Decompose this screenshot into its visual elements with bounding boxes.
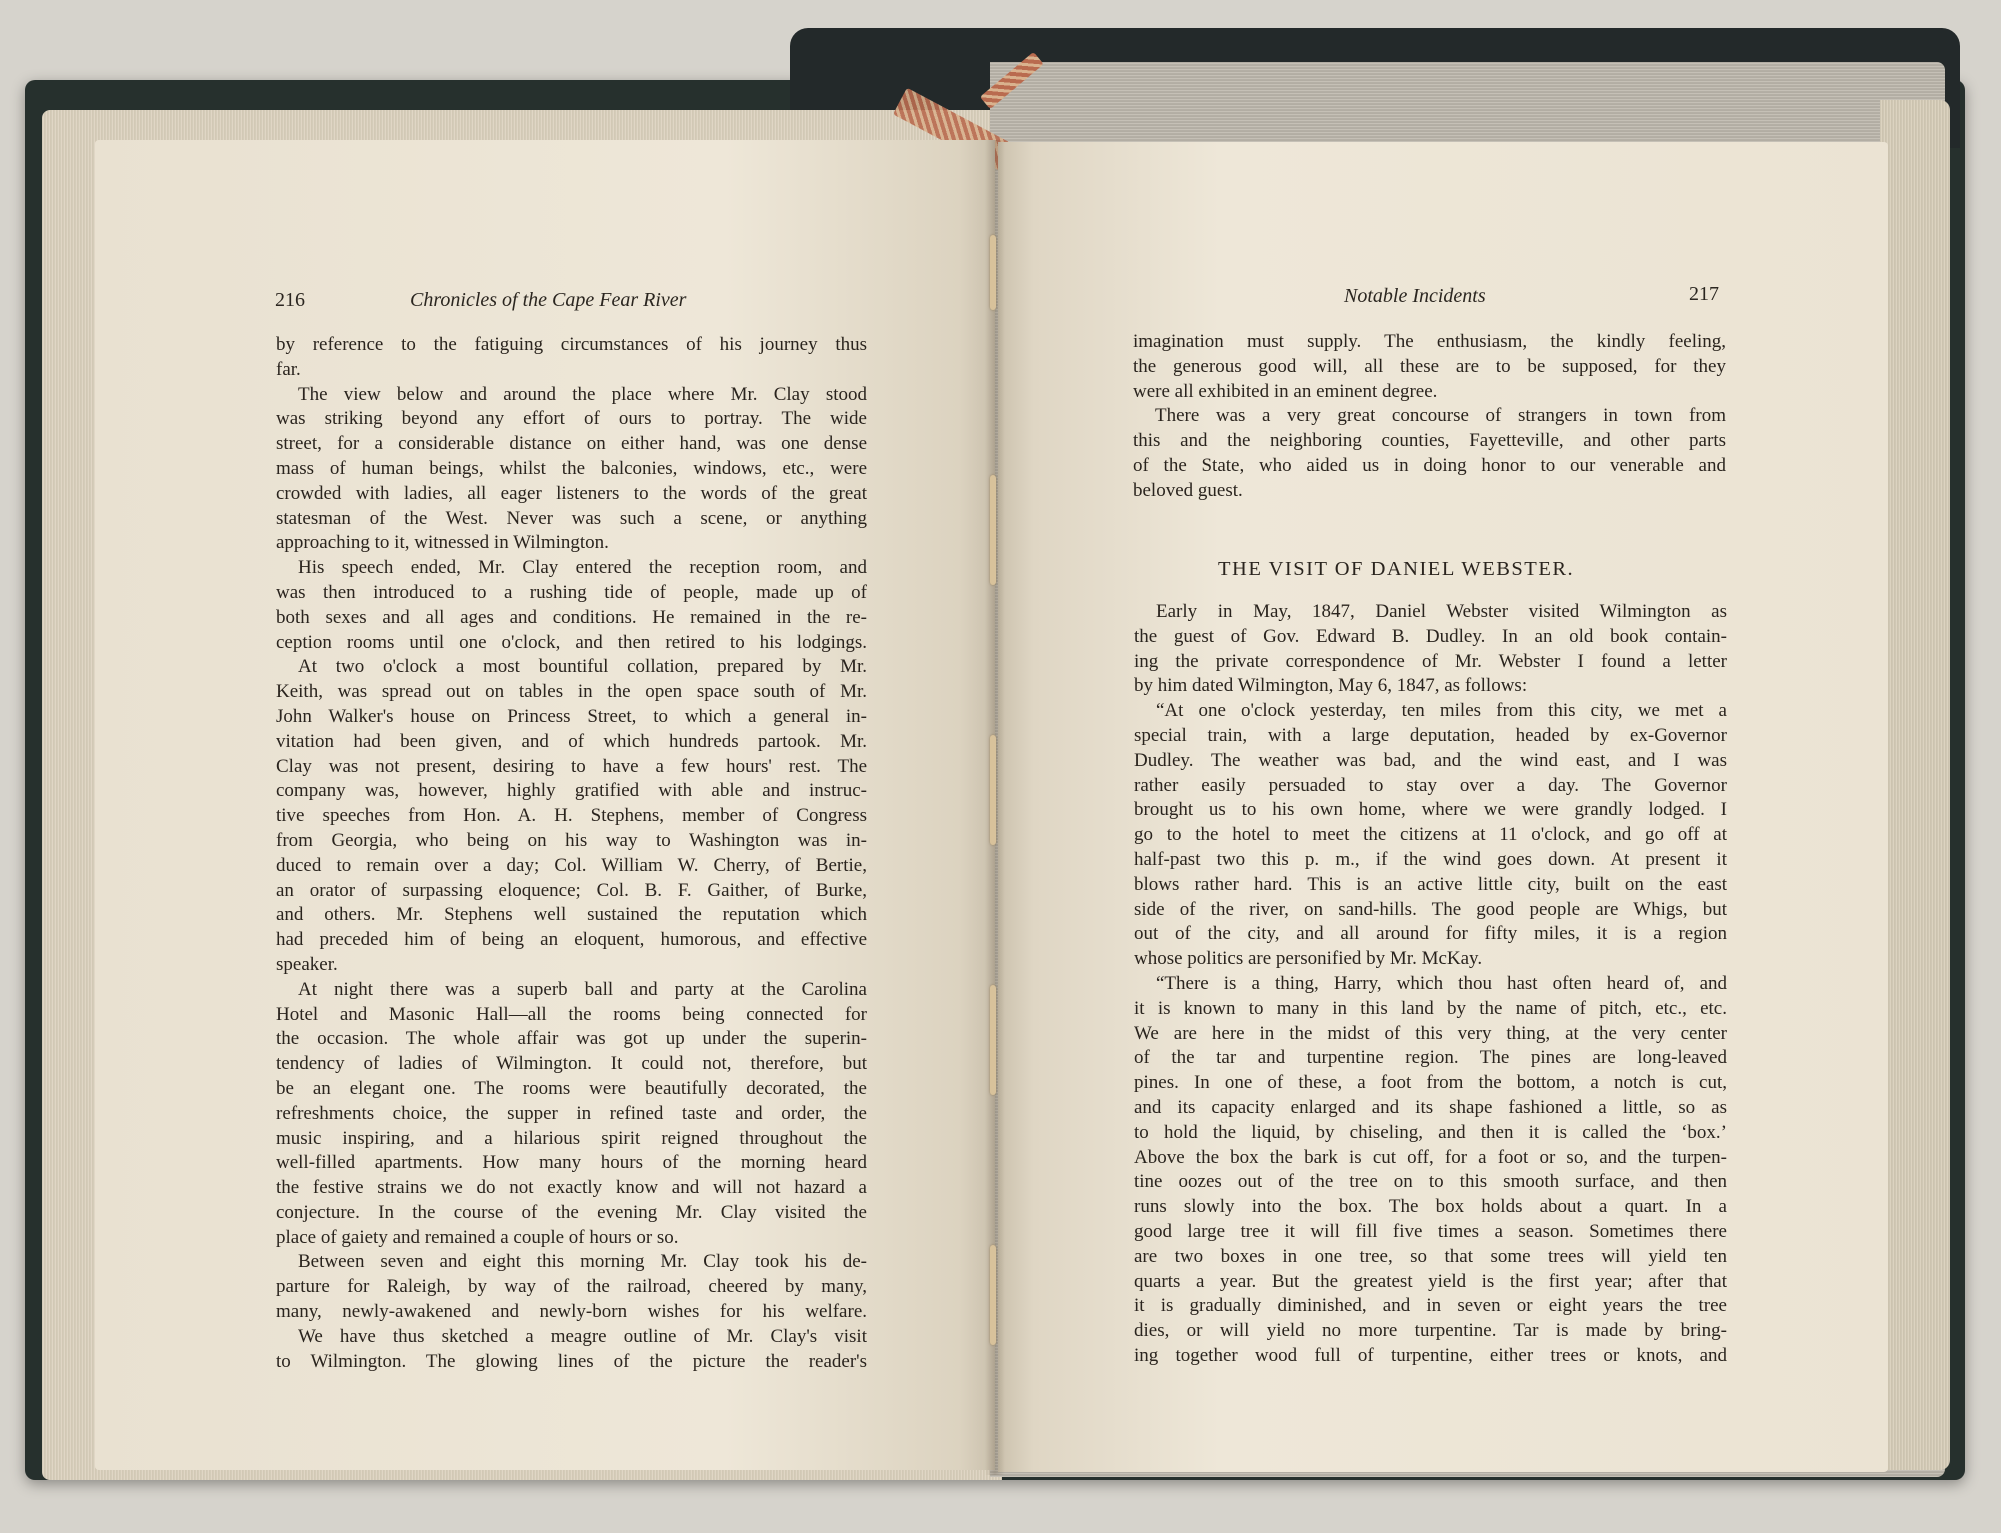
text-line: both sexes and all ages and conditions. He remained in the re- [276,606,867,628]
text-line: far. [276,358,301,380]
text-line: to Wilmington. The glowing lines of the picture the reader's [276,1350,867,1372]
left-page-text [276,333,867,1374]
text-line: from Georgia, who being on his way to Washington was in- [276,829,867,851]
text-line: of the tar and turpentine region. The pines are long-leaved [1134,1047,1727,1069]
binding-stitch [990,475,996,585]
text-line: pines. In one of these, a foot from the bottom, a notch is cut, [1134,1072,1727,1094]
text-line: go to the hotel to meet the citizens at 11 o'clock, and go off at [1134,824,1727,846]
text-line: conjecture. In the course of the evening Mr. Clay visited the [276,1201,867,1223]
text-line: We have thus sketched a meagre outline of Mr. Clay's visit [298,1325,867,1347]
text-line: half-past two this p. m., if the wind goes down. At present it [1134,848,1727,870]
right-running-head: Notable Incidents [1344,285,1486,307]
text-line: “At one o'clock yesterday, ten miles from this city, we met a [1156,700,1727,722]
text-line: ception rooms until one o'clock, and then retired to his lodgings. [276,631,867,653]
text-line: Clay was not present, desiring to have a few hours' rest. The [276,755,867,777]
text-line: tive speeches from Hon. A. H. Stephens, member of Congress [276,805,867,827]
text-line: mass of human beings, whilst the balconies, windows, etc., were [276,457,867,479]
text-line: refreshments choice, the supper in refined taste and order, the [276,1102,867,1124]
text-line: place of gaiety and remained a couple of hours or so. [276,1226,679,1248]
text-line: Dudley. The weather was bad, and the wind east, and I was [1134,749,1727,771]
text-line: of the State, who aided us in doing honor to our venerable and [1133,454,1726,476]
text-line: There was a very great concourse of strangers in town from [1155,405,1726,427]
text-line: side of the river, on sand-hills. The good people are Whigs, but [1134,898,1727,920]
text-line: good large tree it will fill five times a season. Sometimes there [1134,1220,1727,1242]
text-line: music inspiring, and a hilarious spirit reigned throughout the [276,1127,867,1149]
text-line: are two boxes in one tree, so that some trees will yield ten [1134,1245,1727,1267]
text-line: John Walker's house on Princess Street, to which a general in- [276,705,867,727]
text-line: vitation had been given, and of which hundreds partook. Mr. [276,730,867,752]
text-line: be an elegant one. The rooms were beautifully decorated, the [276,1077,867,1099]
text-line: special train, with a large deputation, headed by ex-Governor [1134,724,1727,746]
right-page-text-top [1133,330,1726,504]
text-line: beloved guest. [1133,479,1243,501]
right-fore-edge [1880,100,1950,1470]
left-page-number: 216 [275,289,305,311]
text-line: statesman of the West. Never was such a scene, or anything [276,507,867,529]
text-line: Between seven and eight this morning Mr. Clay took his de- [298,1251,867,1273]
text-line: by him dated Wilmington, May 6, 1847, as follows: [1134,675,1528,697]
text-line: rather easily persuaded to stay over a day. The Governor [1134,774,1727,796]
text-line: the generous good will, all these are to be supposed, for they [1133,355,1726,377]
text-line: At night there was a superb ball and party at the Carolina [298,978,867,1000]
text-line: street, for a considerable distance on either hand, was one dense [276,433,867,455]
text-line: had preceded him of being an eloquent, humorous, and effective [276,929,867,951]
text-line: an orator of surpassing eloquence; Col. B. F. Gaither, of Burke, [276,879,867,901]
text-line: approaching to it, witnessed in Wilmington. [276,532,609,554]
text-line: the occasion. The whole affair was got up under the superin- [276,1028,867,1050]
text-line: imagination must supply. The enthusiasm, the kindly feeling, [1133,331,1726,352]
text-line: ing together wood full of turpentine, either trees or knots, and [1134,1344,1727,1366]
text-line: The view below and around the place where Mr. Clay stood [298,383,867,405]
binding-stitch [990,735,996,845]
left-running-head: Chronicles of the Cape Fear River [410,289,687,311]
text-line: the festive strains we do not exactly know and will not hazard a [276,1177,867,1199]
text-line: blows rather hard. This is an active little city, built on the east [1134,873,1727,895]
text-line: whose politics are personified by Mr. McKay. [1134,948,1483,970]
text-line: His speech ended, Mr. Clay entered the reception room, and [298,557,867,579]
text-line: quarts a year. But the greatest yield is the first year; after that [1134,1270,1727,1292]
text-line: and its capacity enlarged and its shape fashioned a little, so as [1134,1096,1727,1118]
text-line: was striking beyond any effort of ours to portray. The wide [276,408,867,430]
text-line: dies, or will yield no more turpentine. Tar is made by bring- [1134,1320,1727,1342]
text-line: crowded with ladies, all eager listeners to the words of the great [276,482,867,504]
text-line: At two o'clock a most bountiful collation, prepared by Mr. [298,656,867,678]
text-line: tendency of ladies of Wilmington. It could not, therefore, but [276,1053,867,1075]
text-line: by reference to the fatiguing circumstances of his journey thus [276,334,867,355]
text-line: brought us to his own home, where we were grandly lodged. I [1134,799,1727,821]
binding-stitch [990,985,996,1095]
text-line: We are here in the midst of this very thing, at the very center [1134,1022,1727,1044]
right-page-number: 217 [1689,283,1719,305]
text-line: the guest of Gov. Edward B. Dudley. In an old book contain- [1134,625,1727,647]
text-line: many, newly-awakened and newly-born wishes for his welfare. [276,1301,867,1323]
text-line: company was, however, highly gratified with able and instruc- [276,780,867,802]
text-line: “There is a thing, Harry, which thou hast often heard of, and [1156,972,1727,994]
text-line: it is gradually diminished, and in seven or eight years the tree [1134,1295,1727,1317]
binding-stitch [990,1245,996,1345]
section-heading: THE VISIT OF DANIEL WEBSTER. [1218,558,1575,580]
text-line: well-filled apartments. How many hours of the morning heard [276,1152,867,1174]
text-line: out of the city, and all around for fifty miles, it is a region [1134,923,1727,945]
text-line: ing the private correspondence of Mr. Webster I found a letter [1134,650,1727,672]
text-line: was then introduced to a rushing tide of people, made up of [276,581,867,603]
text-line: were all exhibited in an eminent degree. [1133,380,1438,402]
binding-stitch [990,235,996,310]
text-line: runs slowly into the box. The box holds about a quart. In a [1134,1196,1727,1218]
text-line: tine oozes out of the tree on to this smooth surface, and then [1134,1171,1727,1193]
text-line: and others. Mr. Stephens well sustained the reputation which [276,904,867,926]
text-line: to hold the liquid, by chiseling, and then it is called the ‘box.’ [1134,1121,1727,1143]
text-line: speaker. [276,953,338,975]
text-line: parture for Raleigh, by way of the railroad, cheered by many, [276,1276,867,1298]
text-line: Hotel and Masonic Hall—all the rooms being connected for [276,1003,867,1025]
text-line: duced to remain over a day; Col. William W. Cherry, of Bertie, [276,854,867,876]
text-line: Early in May, 1847, Daniel Webster visited Wilmington as [1156,601,1727,622]
right-page-text-bottom [1134,600,1727,1369]
text-line: this and the neighboring counties, Fayetteville, and other parts [1133,430,1726,452]
text-line: Above the box the bark is cut off, for a foot or so, and the turpen- [1134,1146,1727,1168]
text-line: it is known to many in this land by the name of pitch, etc., etc. [1134,997,1727,1019]
text-line: Keith, was spread out on tables in the open space south of Mr. [276,681,867,703]
